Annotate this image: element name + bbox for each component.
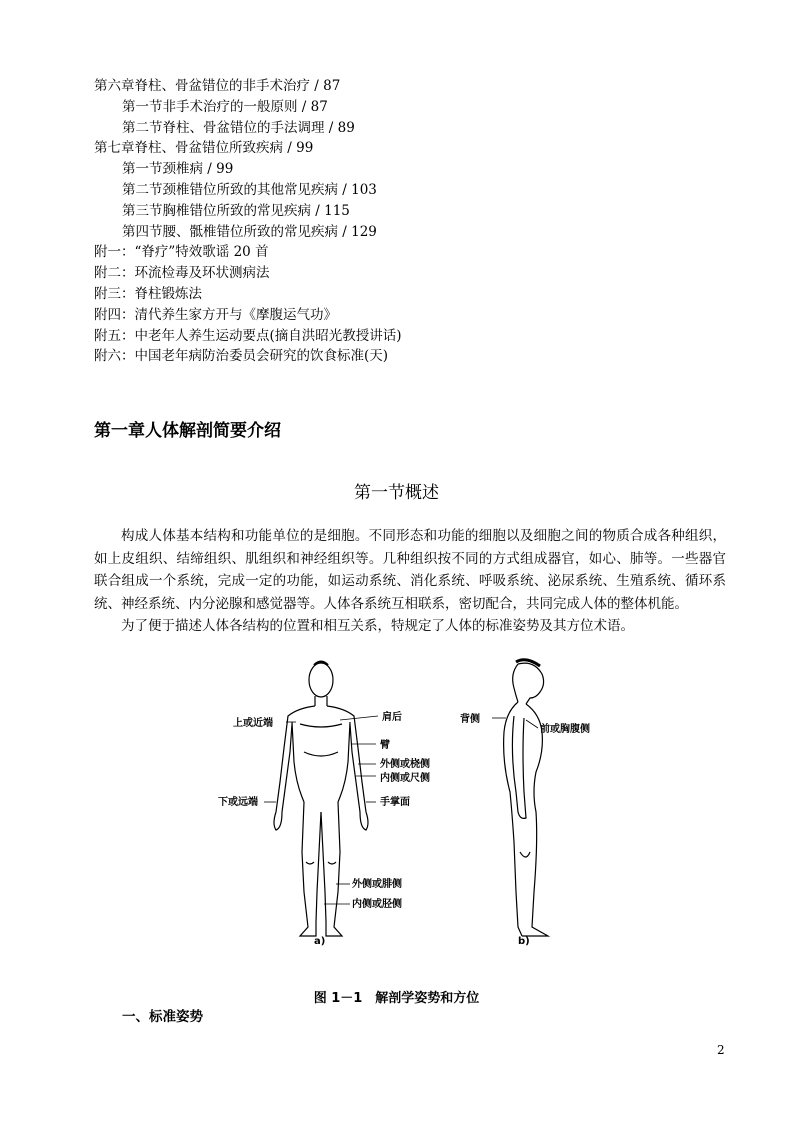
- side-arm: [512, 716, 526, 818]
- paragraph: 为了便于描述人体各结构的位置和相互关系，特规定了人体的标准姿势及其方位术语。: [121, 618, 634, 635]
- chapter-title: 第一章人体解剖简要介绍: [94, 421, 281, 441]
- label-lower-distal: 下或远端: [218, 797, 258, 808]
- label-arm: 臂: [380, 740, 390, 751]
- toc-entry: 附三：脊柱锻炼法: [94, 285, 202, 302]
- toc-entry: 附一：“脊疗”特效歌谣 20 首: [94, 244, 269, 261]
- anatomy-figure: [200, 652, 620, 952]
- leader-lines: [264, 716, 538, 904]
- label-shoulder-back: 肩后: [382, 712, 402, 723]
- toc-entry: 第六章脊柱、骨盆错位的非手术治疗 / 87: [94, 78, 341, 94]
- label-panel-b: b): [518, 936, 530, 947]
- label-palm: 手掌面: [380, 797, 410, 808]
- body-text: [94, 525, 726, 638]
- toc-entry: 第二节颈椎错位所致的其他常见疾病 / 103: [122, 181, 377, 198]
- toc-entry: 附六：中国老年病防治委员会研究的饮食标准(天): [94, 348, 389, 365]
- page-number: 2: [717, 1043, 725, 1057]
- section-title: 第一节概述: [354, 483, 439, 503]
- toc-entry: 第七章脊柱、骨盆错位所致疾病 / 99: [94, 140, 314, 157]
- subheading: 一、标准姿势: [122, 1009, 203, 1025]
- front-right-arm: [327, 706, 366, 812]
- front-figure: [274, 662, 368, 937]
- front-left-hand: [274, 812, 282, 830]
- toc-entry: 第一节颈椎病 / 99: [122, 161, 234, 178]
- label-lateral-fibular: 外侧或腓侧: [352, 879, 402, 890]
- paragraph: 构成人体基本结构和功能单位的是细胞。不同形态和功能的细胞以及细胞之间的物质合成各种组织，如上皮组织、结缔组织、肌组织和神经组织等。几种组织按不同的方式组成器官，如心、肺等。一些器官联合组成一个系统，完成一定的功能，如运动系统、消化系统、呼吸系统、泌尿系统、生殖系统、循环系统、神经系统、内分泌腺和感觉器等。人体各系统互相联系，密切配合，共同完成人体的整体机能。: [94, 528, 726, 612]
- label-back-side: 背侧: [460, 714, 480, 725]
- label-lateral-radial: 外侧或桡侧: [380, 759, 430, 770]
- side-front: [522, 704, 548, 936]
- toc-entry: 附五：中老年人养生运动要点(摘自洪昭光教授讲话): [94, 327, 402, 344]
- toc-entry: 第三节胸椎错位所致的常见疾病 / 115: [122, 202, 350, 219]
- toc-entry: 附二：环流检毒及环状测病法: [94, 265, 270, 282]
- label-panel-a: a): [314, 936, 326, 947]
- side-figure: [504, 660, 548, 936]
- front-head: [309, 663, 333, 697]
- toc-entry: 第二节脊柱、骨盆错位的手法调理 / 89: [122, 119, 355, 136]
- toc-entry: 附四：清代养生家方开与《摩腹运气功》: [94, 306, 337, 323]
- front-left-flank: [292, 722, 304, 802]
- label-medial-ulnar: 内侧或尺侧: [380, 773, 430, 784]
- label-front-ventral: 前或胸腹侧: [540, 724, 590, 735]
- figure-caption: 图 1－1 解剖学姿势和方位: [313, 991, 480, 1006]
- toc-entry: 第一节非手术治疗的一般原则 / 87: [122, 98, 328, 115]
- side-head: [518, 663, 544, 704]
- anatomy-illustration: [200, 652, 620, 952]
- front-right-flank: [338, 722, 350, 802]
- toc-entry: 第四节腰、骶椎错位所致的常见疾病 / 129: [122, 223, 377, 240]
- label-medial-tibial: 内侧或胫侧: [352, 899, 402, 910]
- front-right-leg: [321, 802, 342, 936]
- table-of-contents: [94, 76, 734, 367]
- front-left-leg: [300, 802, 321, 936]
- label-upper-proximal: 上或近端: [233, 718, 273, 729]
- front-right-hand: [360, 812, 368, 830]
